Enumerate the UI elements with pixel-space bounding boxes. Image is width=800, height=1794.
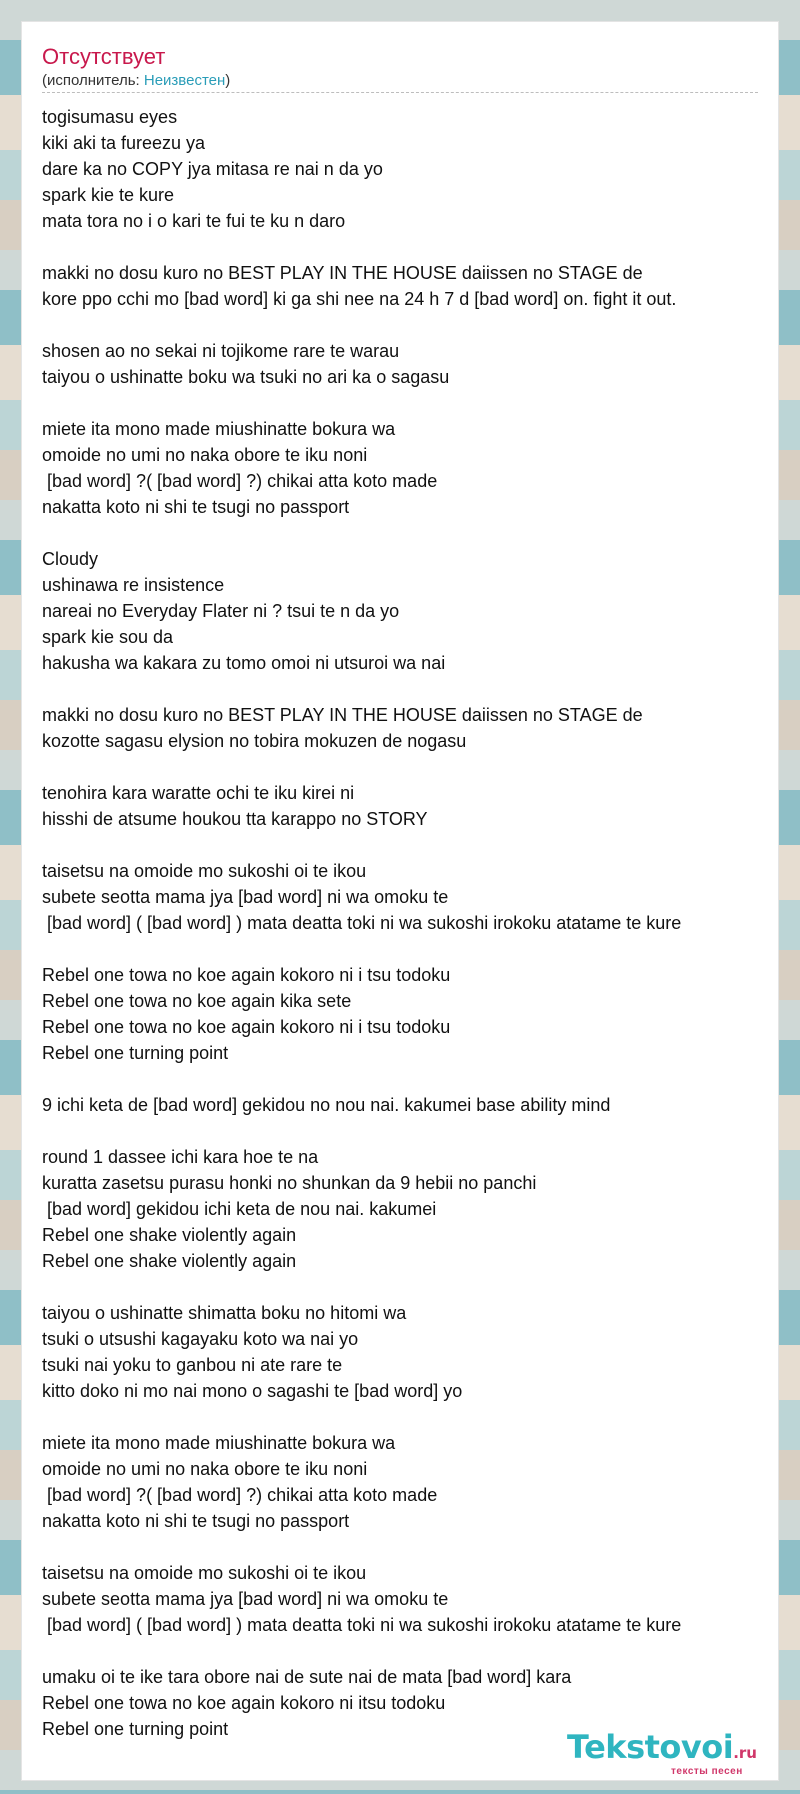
stanza-break [42,754,772,780]
lyric-line: subete seotta mama jya [bad word] ni wa omoku te [42,887,449,907]
stanza-break [42,1066,772,1092]
lyric-line: nareai no Everyday Flater ni ? tsui te n da yo [42,601,400,621]
lyric-line: miete ita mono made miushinatte bokura wa [42,419,396,439]
logo-tagline: тексты песен [671,1766,743,1777]
lyric-line: Rebel one towa no koe again kokoro ni i tsu todoku [42,965,451,985]
lyric-line: umaku oi te ike tara obore nai de sute nai de mata [bad word] kara [42,1667,572,1687]
lyric-line: mata tora no i o kari te fui te ku n daro [42,211,346,231]
site-logo[interactable] [567,1730,767,1776]
lyric-line: Cloudy [42,549,99,569]
lyric-line: omoide no umi no naka obore te iku noni [42,445,368,465]
lyric-line: ushinawa re insistence [42,575,225,595]
artist-line [42,72,230,90]
lyric-line: tsuki o utsushi kagayaku koto wa nai yo [42,1329,359,1349]
lyric-line: Rebel one shake violently again [42,1225,297,1245]
lyric-line: togisumasu eyes [42,107,178,127]
lyric-line: taisetsu na omoide mo sukoshi oi te ikou [42,861,367,881]
logo-tld: .ru [733,1744,757,1762]
stanza-break [42,312,772,338]
lyrics-body [42,104,772,1742]
stanza-break [42,936,772,962]
logo-name: Tekstovoi [567,1728,734,1766]
stanza-break [42,1274,772,1300]
lyric-line: Rebel one towa no koe again kokoro ni itsu todoku [42,1693,446,1713]
lyric-line: shosen ao no sekai ni tojikome rare te warau [42,341,400,361]
lyric-line: taiyou o ushinatte shimatta boku no hitomi wa [42,1303,407,1323]
lyric-line: kitto doko ni mo nai mono o sagashi te [bad word] yo [42,1381,463,1401]
lyric-line: miete ita mono made miushinatte bokura wa [42,1433,396,1453]
stanza-break [42,390,772,416]
artist-prefix: (исполнитель: [42,72,144,89]
lyric-line: [bad word] ?( [bad word] ?) chikai atta koto made [42,471,438,491]
stanza-break [42,832,772,858]
lyric-line: subete seotta mama jya [bad word] ni wa omoku te [42,1589,449,1609]
lyric-line: hakusha wa kakara zu tomo omoi ni utsuroi wa nai [42,653,446,673]
lyric-line: taiyou o ushinatte boku wa tsuki no ari ka o sagasu [42,367,450,387]
stanza-break [42,1404,772,1430]
lyric-line: dare ka no COPY jya mitasa re nai n da yo [42,159,383,179]
artist-link[interactable]: Неизвестен [143,72,226,89]
lyric-line: taisetsu na omoide mo sukoshi oi te ikou [42,1563,367,1583]
lyric-line: tenohira kara waratte ochi te iku kirei ni [42,783,355,803]
lyric-line: spark kie te kure [42,185,175,205]
stanza-break [42,676,772,702]
lyric-line: kozotte sagasu elysion no tobira mokuzen de nogasu [42,731,467,751]
stanza-break [42,1118,772,1144]
lyric-line: Rebel one turning point [42,1719,229,1739]
lyric-line: round 1 dassee ichi kara hoe te na [42,1147,319,1167]
stanza-break [42,1534,772,1560]
stanza-break [42,520,772,546]
lyric-line: makki no dosu kuro no BEST PLAY IN THE HOUSE daiissen no STAGE de [42,263,643,283]
lyric-line: Rebel one shake violently again [42,1251,297,1271]
lyric-line: hisshi de atsume houkou tta karappo no STORY [42,809,428,829]
lyric-line: kuratta zasetsu purasu honki no shunkan da 9 hebii no panchi [42,1173,537,1193]
lyric-line: tsuki nai yoku to ganbou ni ate rare te [42,1355,343,1375]
lyric-line: Rebel one towa no koe again kika sete [42,991,352,1011]
lyric-line: kore ppo cchi mo [bad word] ki ga shi nee na 24 h 7 d [bad word] on. fight it out. [42,289,677,309]
lyric-line: 9 ichi keta de [bad word] gekidou no nou nai. kakumei base ability mind [42,1095,611,1115]
song-title: Отсутствует [42,44,166,69]
stanza-break [42,234,772,260]
lyric-line: Rebel one towa no koe again kokoro ni i tsu todoku [42,1017,451,1037]
lyric-line: [bad word] ( [bad word] ) mata deatta toki ni wa sukoshi irokoku atatame te kure [42,913,682,933]
lyric-line: nakatta koto ni shi te tsugi no passport [42,1511,350,1531]
lyric-line: [bad word] ( [bad word] ) mata deatta toki ni wa sukoshi irokoku atatame te kure [42,1615,682,1635]
lyric-line: spark kie sou da [42,627,174,647]
artist-suffix: ) [225,72,231,89]
title-divider [42,92,758,93]
lyric-line: [bad word] ?( [bad word] ?) chikai atta koto made [42,1485,438,1505]
lyrics-card [22,22,778,1780]
lyric-line: [bad word] gekidou ichi keta de nou nai. kakumei [42,1199,437,1219]
lyric-line: nakatta koto ni shi te tsugi no passport [42,497,350,517]
lyric-line: kiki aki ta fureezu ya [42,133,206,153]
stanza-break [42,1638,772,1664]
lyric-line: Rebel one turning point [42,1043,229,1063]
lyric-line: makki no dosu kuro no BEST PLAY IN THE HOUSE daiissen no STAGE de [42,705,643,725]
lyric-line: omoide no umi no naka obore te iku noni [42,1459,368,1479]
